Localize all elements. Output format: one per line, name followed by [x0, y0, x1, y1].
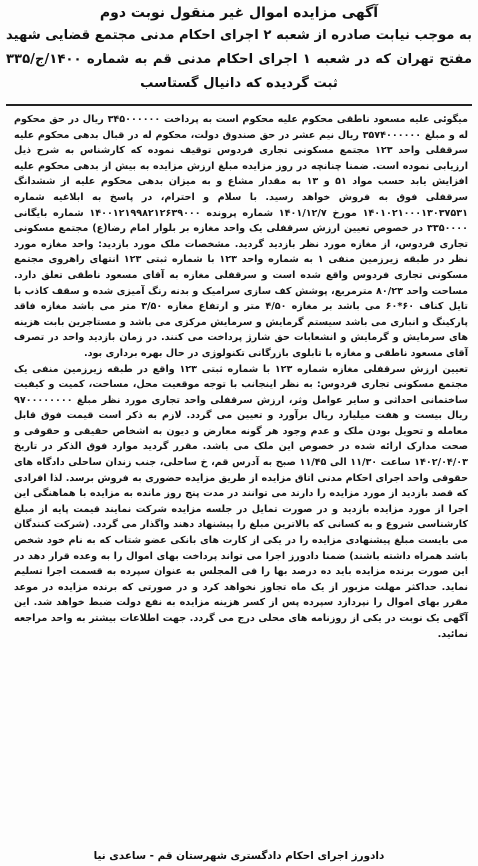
notice-body [0, 112, 478, 642]
notice-title: آگهی مزایده اموال غیر منقول نوبت دوم [99, 5, 379, 21]
notice-subtitle: به موجب نیابت صادره از شعبه ۲ اجرای احکام مدنی مجتمع قضایی شهید مفتح تهران که در شعبه ۱ اجرای احکام مدنی قم به شماره ۱۴۰۰/ج/۳۳۵ ثبت گردیده که دانیال گستاسب [6, 28, 472, 91]
notice-paragraph-2: تعیین ارزش سرقفلی مغازه شماره ۱۲۳ با شماره ثبتی ۱۲۳ واقع در طبقه زیرزمین منفی یک مجتمع مسکونی تجاری فردوس: به نظر اینجانب با توجه موقعیت محل، مساحت، کمیت و کیفیت ساختمانی احداثی و سایر عوامل وثر، ارزش سرقفلی واحد تجاری مورد نظر مبلغ ۹۷۰۰۰۰۰۰۰۰ ریال بیست و هفت میلیارد ریال برآورد و تعیین می گردد. لازم به ذکر است قیمت فوق قابل معامله و تحویل بودن ملک و عدم وجود هر گونه معارض و دیون به اشخاص حقیقی و حقوقی و صحت مدارک ارائه شده در خصوص این ملک می باشد. مقرر گردید موارد فوق الذکر در تاریخ ۱۴۰۲/۰۴/۰۳ ساعت ۱۱/۳۰ الی ۱۱/۴۵ صبح به آدرس قم، خ ساحلی، جنب زندان ساحلی دادگاه های حقوقی واحد اجرای احکام مدنی اتاق مزایده از طریق مزایده حضوری به فروش برسد. لذا افرادی که قصد بازدید از مورد مزایده را دارند می توانند در مدت پنج روز مانده به مزایده با هماهنگی این اجرا از مورد مزایده بازدید و در صورت تمایل در جلسه مزایده شرکت نمایند قیمت پایه از مبلغ کارشناسی شروع و به کسانی که بالاترین مبلغ را پیشنهاد دهند واگذار می گردد. (شرکت کنندگان می بایست مبلغ پیشنهادی مزایده را در یکی از کارت های بانکی عضو شتاب که به نام خود شخص باشد همراه داشته باشند) ضمنا دادورز اجرا می تواند پرداخت بهای اموال را به وعده قرار دهد در این صورت برنده مزایده باید ده درصد بها را فی المجلس به عنوان سپرده به قسمت اجرا تسلیم نماید. حداکثر مهلت مزبور از یک ماه تجاوز نخواهد کرد و در صورتی که برنده مزایده در موعد مقرر بهای اموال را نپردازد سپرده پس از کسر هزینه مزایده به نفع دولت ضبط خواهد شد. این آگهی یک نوبت در یکی از روزنامه های محلی درج می گردد. جهت اطلاعات بیشتر به واحد مراجعه نمائید. [14, 363, 468, 640]
notice-paragraph-1: میگوئی علیه مسعود ناطقی محکوم علیه محکوم است به پرداخت ۳۴۵۰۰۰۰۰۰ ریال در حق محکوم له و مبلغ ۳۵۷۴۰۰۰۰۰۰ ریال نیم عشر در حق صندوق دولت، محکوم له در قبال بدهی محکوم علیه سرقفلی واحد ۱۲۳ مجتمع مسکونی تجاری فردوس توقیف نموده که کارشناس به شرح ذیل ارزیابی نموده است. ضمنا چنانچه در روز مزایده مبلغ ارزش مزایده به بیش از بدهی محکوم علیه افزایش یابد حسب مواد ۵۱ و ۱۳ به مقدار مشاع و به میزان بدهی محکوم علیه از ششدانگ سرقفلی فوق به فروش خواهد رسید. با سلام و احترام، در پاسخ به ابلاغیه شماره ۱۴۰۱۰۲۱۰۰۰۱۳۰۳۷۵۳۱ مورخ ۱۴۰۱/۱۲/۷ شماره پرونده ۱۴۰۰۱۲۱۹۹۸۲۱۲۶۳۹۰۰۰ شماره بایگانی ۳۳۵۰۰۰۰ در خصوص تعیین ارزش سرقفلی یک واحد مغازه بر بلوار امام رضا(ع) مجتمع مسکونی تجاری فردوس، از مغازه مورد نظر بازدید گردید. مشخصات ملک مورد بازدید: واحد مغازه مورد نظر در طبقه زیرزمین منفی ۱ به شماره واحد ۱۲۳ با شماره ثبتی ۱۲۳ انتهای راهروی مجتمع مسکونی تجاری فردوس واقع شده است و سرقفلی مغازه به آقای مسعود ناطقی تعلق دارد. مساحت واحد ۸۰/۲۳ مترمربع، پوشش کف سازی سرامیک و بدنه رنگ آمیزی شده و سقف کاذب با تایل کناف ۶۰*۶۰ می باشد بر مغازه ۴/۵۰ متر و ارتفاع مغازه ۳/۵۰ متر می باشد مغازه فاقد پارکینگ و انباری می باشد سیستم گرمایش و سرمایش مرکزی می باشد و مستاجرین بابت هزینه های سرمایش و گرمایش و انشعابات حق شارژ پرداخت می کنند. در زمان بازدید واحد در تصرف آقای مسعود ناطقی و مغازه با تابلوی بازرگانی تکنولوژی در حال بهره برداری بود. [14, 114, 469, 359]
notice-signature: دادورز اجرای احکام دادگستری شهرستان قم - ساعدی نیا [93, 850, 385, 862]
header-divider [6, 104, 472, 106]
notice-header [0, 0, 478, 96]
